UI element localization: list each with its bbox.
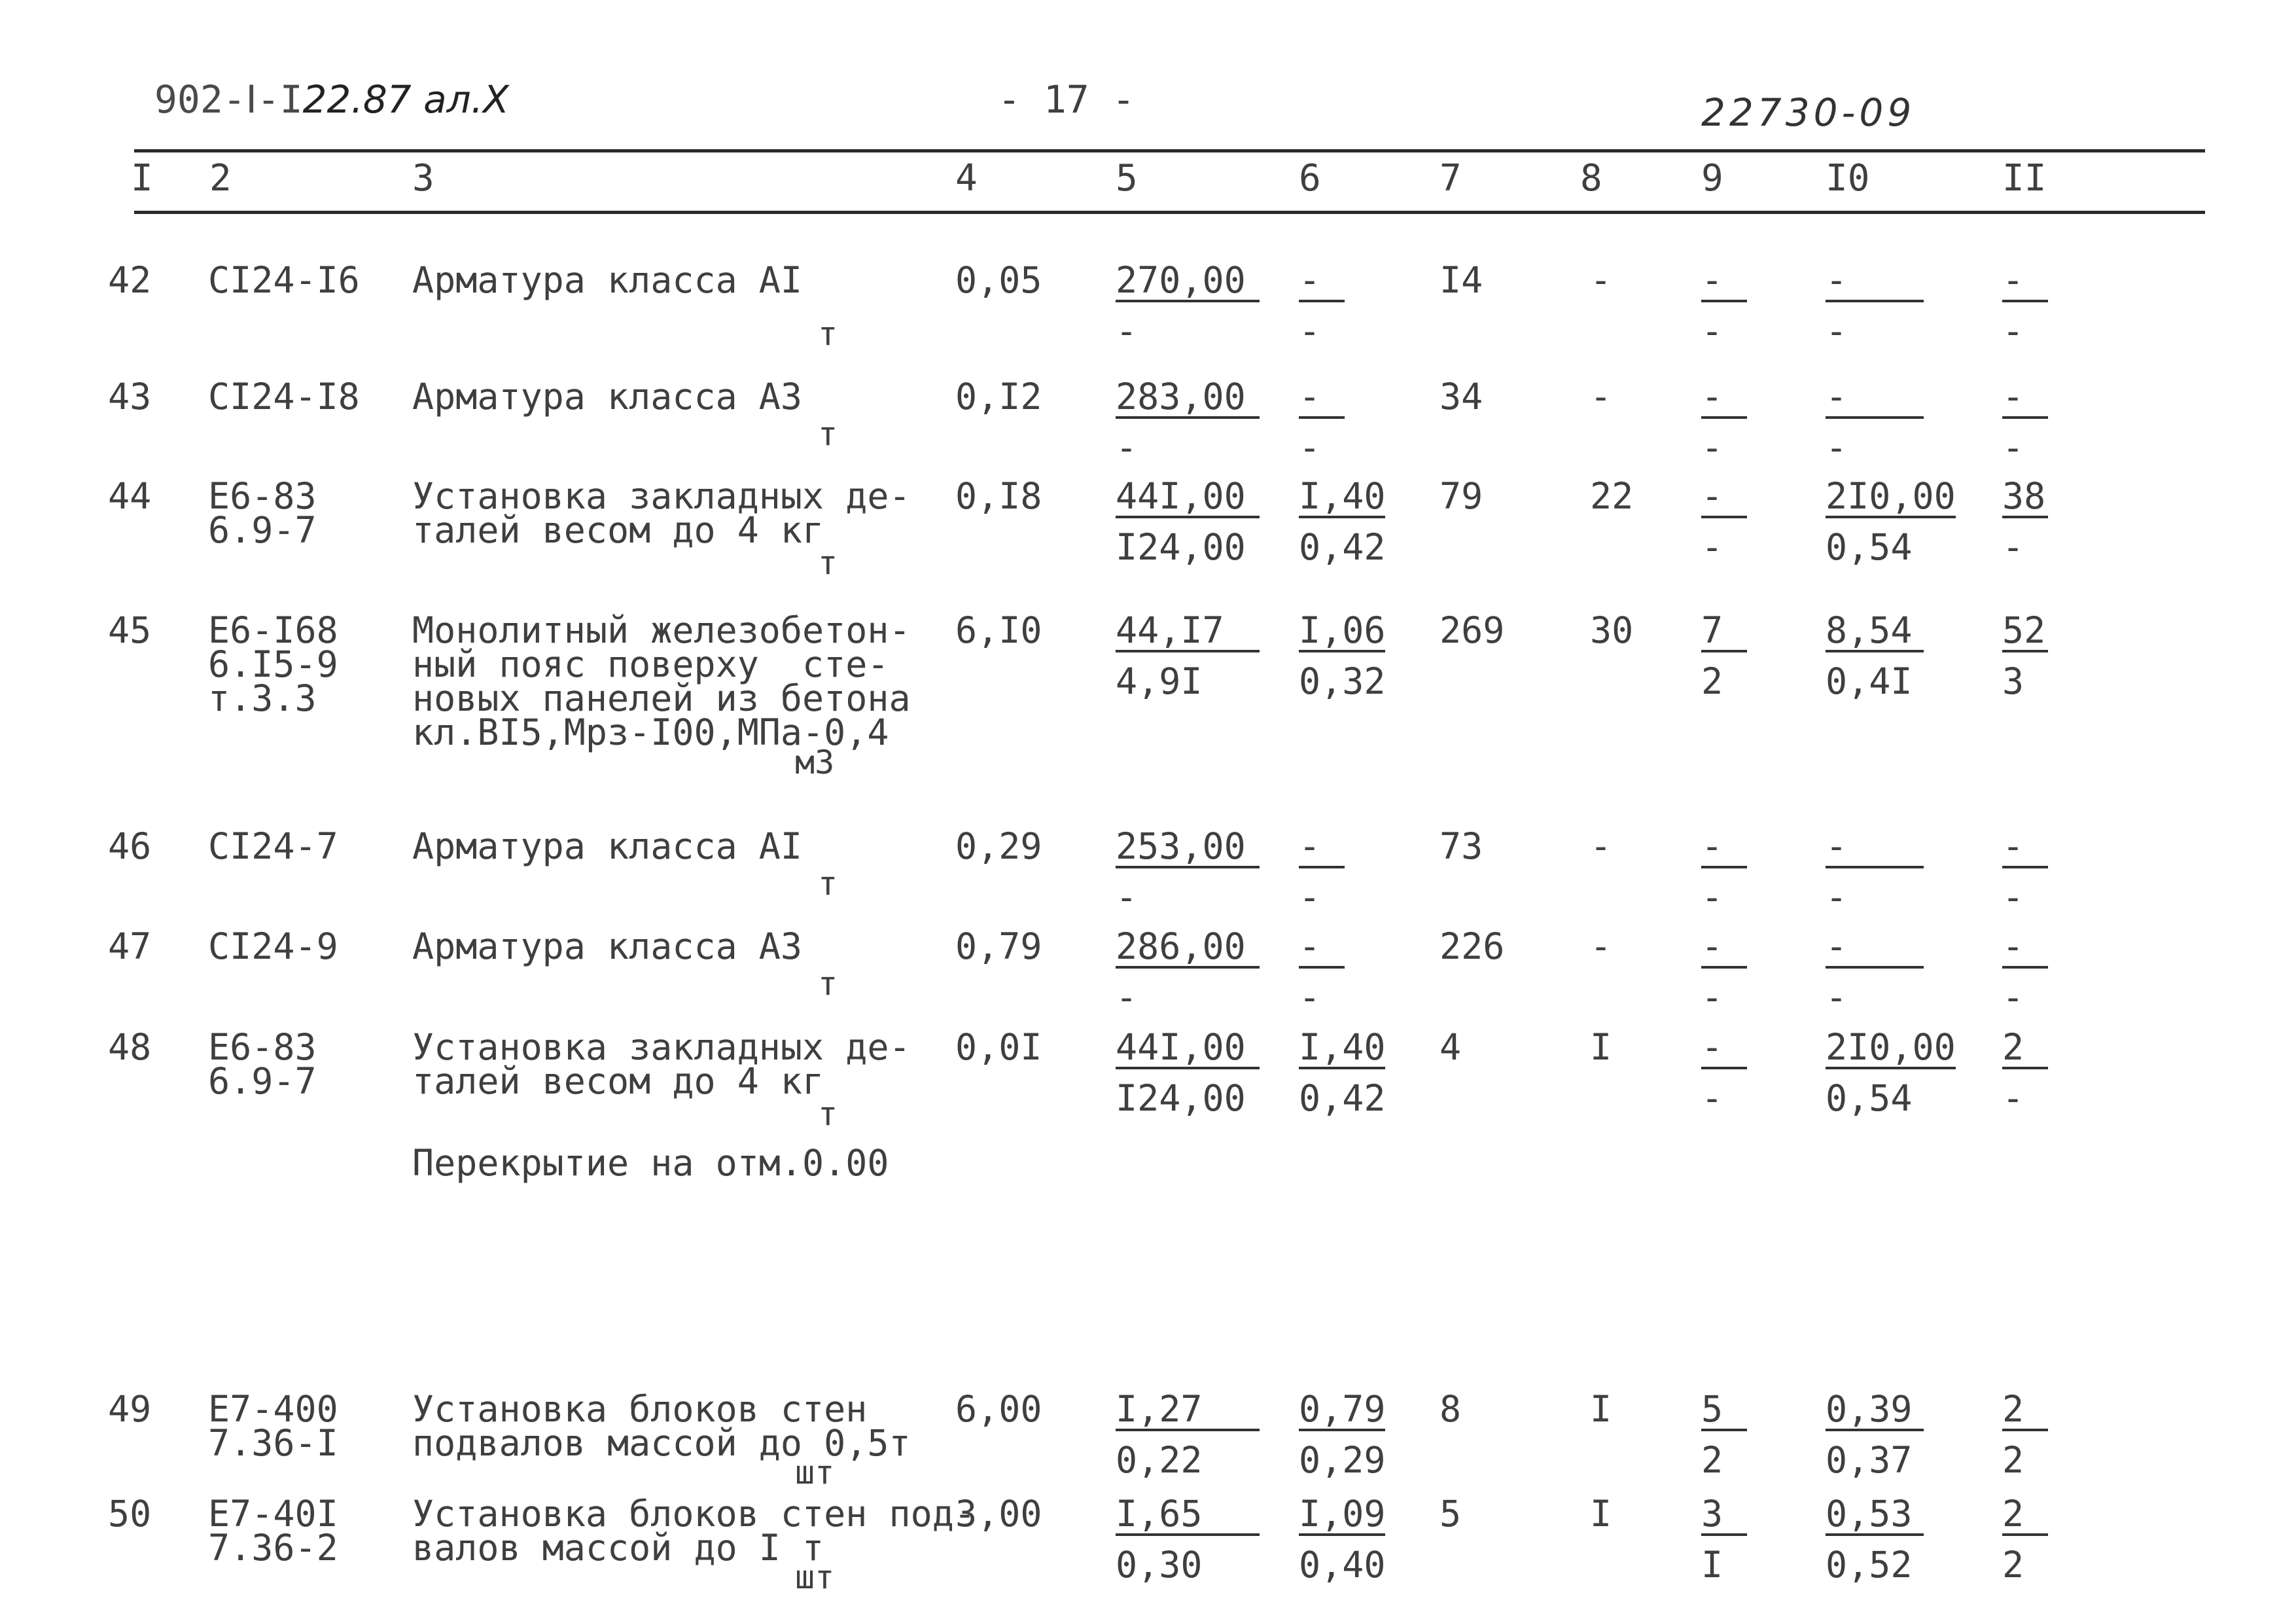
code-line: 6.9-7: [208, 509, 317, 551]
labor-per-unit: [1826, 259, 1924, 352]
column-9-value: [1701, 925, 1747, 1018]
code-line: т.3.3: [208, 677, 317, 719]
code-line: Е6-I68: [208, 609, 338, 651]
labor-per-unit: [1826, 475, 1956, 568]
labor-per-unit-numerator: -: [1826, 828, 1924, 868]
labor-per-unit: [1826, 609, 1924, 702]
column-9-value: [1701, 1388, 1747, 1481]
labor-per-unit-numerator: 0,53: [1826, 1495, 1924, 1536]
column-9-value-denominator: -: [1701, 526, 1723, 568]
column-9-value-denominator: -: [1701, 1077, 1723, 1119]
cost-per-unit-denominator: -: [1116, 310, 1138, 352]
unit-label: шт: [795, 1558, 835, 1596]
labor-total-denominator: -: [2002, 310, 2024, 352]
table-top-rule: [134, 149, 2205, 152]
cost-per-unit: [1116, 475, 1260, 568]
column-9-value: [1701, 475, 1747, 568]
column-header-11: II: [2002, 157, 2047, 200]
cost-per-unit-denominator: -: [1116, 976, 1138, 1018]
labor-per-unit-numerator: 0,39: [1826, 1391, 1924, 1431]
machine-cost-denominator: 0,42: [1299, 526, 1386, 568]
unit-label: т: [818, 965, 838, 1003]
cost-per-unit-numerator: 286,00: [1116, 928, 1260, 969]
labor-total-denominator: 2: [2002, 1439, 2024, 1481]
cost-per-unit-numerator: 44I,00: [1116, 1029, 1260, 1069]
column-header-2: 2: [209, 157, 232, 200]
column-header-1: I: [131, 157, 153, 200]
labor-total: [2002, 475, 2048, 568]
cost-per-unit: [1116, 925, 1260, 1018]
labor-total-numerator: -: [2002, 928, 2048, 969]
machine-cost-numerator: I,40: [1299, 475, 1386, 517]
description-line: талей весом до 4 кг: [412, 1060, 824, 1102]
labor-per-unit-denominator: 0,52: [1826, 1544, 1913, 1586]
labor-total: [2002, 825, 2048, 918]
row-number: 45: [108, 609, 152, 651]
machine-cost-numerator: -: [1299, 828, 1345, 868]
machine-cost: [1299, 1493, 1386, 1586]
description-line: Арматура класса А3: [412, 925, 803, 967]
column-9-value-numerator: -: [1701, 1029, 1747, 1069]
row-number: 50: [108, 1493, 152, 1535]
description-line: ный пояс поверху сте-: [412, 643, 889, 685]
labor-per-unit: [1826, 825, 1924, 918]
quantity: 3,00: [955, 1493, 1042, 1535]
unit-label: т: [818, 1095, 838, 1133]
machine-cost-denominator: -: [1299, 427, 1321, 469]
column-9-value-numerator: -: [1701, 828, 1747, 868]
quantity: 0,29: [955, 825, 1042, 867]
labor-per-unit-denominator: -: [1826, 976, 1848, 1018]
cost-per-unit-denominator: 4,9I: [1116, 660, 1203, 702]
cost-per-unit-numerator: 44I,00: [1116, 478, 1260, 518]
unit-label: т: [818, 865, 838, 902]
code-line: Е6-83: [208, 475, 317, 517]
labor-per-unit: [1826, 376, 1924, 469]
cost-per-unit-denominator: -: [1116, 427, 1138, 469]
column-header-4: 4: [955, 157, 978, 200]
machine-cost-denominator: 0,40: [1299, 1544, 1386, 1586]
machine-cost: [1299, 609, 1386, 702]
labor-total: [2002, 1388, 2048, 1481]
column-9-value-numerator: 7: [1701, 612, 1747, 652]
labor-per-unit: [1826, 1493, 1924, 1586]
machine-cost: [1299, 475, 1386, 568]
column-9-value-numerator: -: [1701, 378, 1747, 419]
table-header-rule: [134, 211, 2205, 214]
column-9-value-denominator: 2: [1701, 660, 1723, 702]
total-cost: 269: [1439, 609, 1505, 651]
labor-total-numerator: -: [2002, 262, 2048, 302]
total-wage: I: [1590, 1388, 1612, 1430]
column-9-value-denominator: -: [1701, 876, 1723, 918]
unit-label: т: [818, 415, 838, 453]
quantity: 0,79: [955, 925, 1042, 967]
column-9-value: [1701, 825, 1747, 918]
total-wage: I: [1590, 1493, 1612, 1535]
code-line: Е7-40I: [208, 1493, 338, 1535]
cost-per-unit: [1116, 825, 1260, 918]
description-line: Установка блоков стен под-: [412, 1493, 976, 1535]
labor-per-unit: [1826, 1026, 1956, 1119]
cost-per-unit: [1116, 376, 1260, 469]
code-line: 7.36-I: [208, 1422, 338, 1464]
cost-per-unit: [1116, 1026, 1260, 1119]
description-line: подвалов массой до 0,5т: [412, 1422, 911, 1464]
code-line: CI24-I8: [208, 376, 360, 418]
labor-total: [2002, 1026, 2048, 1119]
cost-per-unit-denominator: 0,30: [1116, 1544, 1203, 1586]
column-9-value-numerator: -: [1701, 478, 1747, 518]
column-header-3: 3: [412, 157, 434, 200]
labor-total-numerator: 2: [2002, 1495, 2048, 1536]
code-line: 6.I5-9: [208, 643, 338, 685]
labor-total: [2002, 609, 2048, 702]
machine-cost: [1299, 259, 1345, 352]
column-9-value: [1701, 1493, 1747, 1586]
row-number: 48: [108, 1026, 152, 1068]
total-wage: 22: [1590, 475, 1634, 517]
labor-per-unit-denominator: -: [1826, 876, 1848, 918]
machine-cost-denominator: -: [1299, 876, 1321, 918]
total-cost: 79: [1439, 475, 1483, 517]
row-number: 44: [108, 475, 152, 517]
cost-per-unit-numerator: I,27: [1116, 1391, 1260, 1431]
row-number: 43: [108, 376, 152, 418]
description-line: Установка закладных де-: [412, 475, 911, 517]
cost-per-unit: [1116, 1388, 1260, 1481]
machine-cost-denominator: 0,29: [1299, 1439, 1386, 1481]
labor-per-unit-numerator: 8,54: [1826, 612, 1924, 652]
row-number: 47: [108, 925, 152, 967]
machine-cost-numerator: -: [1299, 928, 1345, 969]
column-9-value-numerator: -: [1701, 928, 1747, 969]
machine-cost-denominator: -: [1299, 976, 1321, 1018]
total-cost: 8: [1439, 1388, 1462, 1430]
machine-cost-numerator: I,09: [1299, 1493, 1386, 1535]
total-wage: I: [1590, 1026, 1612, 1068]
total-wage: -: [1590, 825, 1612, 867]
column-header-10: I0: [1826, 157, 1870, 200]
machine-cost: [1299, 1026, 1386, 1119]
unit-label: т: [818, 544, 838, 582]
cost-per-unit: [1116, 1493, 1260, 1586]
cost-per-unit-denominator: -: [1116, 876, 1138, 918]
machine-cost: [1299, 925, 1345, 1018]
labor-per-unit: [1826, 925, 1924, 1018]
column-9-value-denominator: -: [1701, 310, 1723, 352]
description-line: Арматура класса АI: [412, 259, 803, 301]
row-number: 49: [108, 1388, 152, 1430]
cost-per-unit-numerator: 270,00: [1116, 262, 1260, 302]
labor-total-numerator: 2: [2002, 1029, 2048, 1069]
labor-per-unit-numerator: -: [1826, 262, 1924, 302]
total-cost: 226: [1439, 925, 1505, 967]
column-9-value-numerator: 5: [1701, 1391, 1747, 1431]
column-9-value-denominator: 2: [1701, 1439, 1723, 1481]
section-title: Перекрытие на отм.0.00: [412, 1142, 889, 1184]
labor-per-unit-denominator: 0,54: [1826, 526, 1913, 568]
total-cost: 4: [1439, 1026, 1462, 1068]
cost-per-unit-numerator: 44,I7: [1116, 612, 1260, 652]
machine-cost-denominator: 0,32: [1299, 660, 1386, 702]
description-line: кл.ВI5,Мрз-I00,МПа-0,4: [412, 711, 889, 753]
description-line: новых панелей из бетона: [412, 677, 911, 719]
machine-cost: [1299, 376, 1345, 469]
unit-label: м3: [795, 743, 835, 781]
code-line: CI24-I6: [208, 259, 360, 301]
description-line: Установка блоков стен: [412, 1388, 868, 1430]
code-line: 6.9-7: [208, 1060, 317, 1102]
total-cost: I4: [1439, 259, 1483, 301]
labor-total-numerator: 38: [2002, 478, 2048, 518]
column-header-7: 7: [1439, 157, 1462, 200]
code-line: Е7-400: [208, 1388, 338, 1430]
labor-total-numerator: -: [2002, 378, 2048, 419]
column-9-value: [1701, 376, 1747, 469]
machine-cost-numerator: I,40: [1299, 1026, 1386, 1068]
quantity: 0,I8: [955, 475, 1042, 517]
code-line: 7.36-2: [208, 1527, 338, 1569]
labor-total-denominator: -: [2002, 526, 2024, 568]
description-line: Арматура класса А3: [412, 376, 803, 418]
column-9-value-numerator: -: [1701, 262, 1747, 302]
labor-total: [2002, 259, 2048, 352]
quantity: 0,I2: [955, 376, 1042, 418]
labor-total: [2002, 1493, 2048, 1586]
cost-per-unit-denominator: I24,00: [1116, 1077, 1246, 1119]
row-number: 42: [108, 259, 152, 301]
document-number: 22730-09: [1701, 90, 1916, 135]
column-header-5: 5: [1116, 157, 1138, 200]
labor-total-denominator: -: [2002, 427, 2024, 469]
code-line: CI24-7: [208, 825, 338, 867]
total-wage: -: [1590, 259, 1612, 301]
machine-cost-denominator: 0,42: [1299, 1077, 1386, 1119]
quantity: 6,I0: [955, 609, 1042, 651]
labor-per-unit-denominator: 0,54: [1826, 1077, 1913, 1119]
machine-cost: [1299, 1388, 1386, 1481]
cost-per-unit: [1116, 609, 1260, 702]
cost-per-unit: [1116, 259, 1260, 352]
column-9-value-denominator: -: [1701, 976, 1723, 1018]
total-wage: 30: [1590, 609, 1634, 651]
machine-cost-numerator: 0,79: [1299, 1388, 1386, 1430]
machine-cost: [1299, 825, 1345, 918]
machine-cost-numerator: -: [1299, 378, 1345, 419]
document-code-handwritten: 22.87 ал.Х: [302, 77, 509, 122]
column-9-value-denominator: I: [1701, 1544, 1723, 1586]
labor-per-unit-denominator: -: [1826, 427, 1848, 469]
column-9-value: [1701, 259, 1747, 352]
cost-per-unit-numerator: 253,00: [1116, 828, 1260, 868]
column-header-9: 9: [1701, 157, 1723, 200]
labor-per-unit-denominator: 0,4I: [1826, 660, 1913, 702]
machine-cost-denominator: -: [1299, 310, 1321, 352]
total-cost: 5: [1439, 1493, 1462, 1535]
quantity: 0,05: [955, 259, 1042, 301]
cost-per-unit-denominator: I24,00: [1116, 526, 1246, 568]
column-9-value: [1701, 1026, 1747, 1119]
labor-total-numerator: -: [2002, 828, 2048, 868]
cost-per-unit-numerator: 283,00: [1116, 378, 1260, 419]
total-wage: -: [1590, 925, 1612, 967]
labor-total-numerator: 2: [2002, 1391, 2048, 1431]
labor-per-unit-denominator: 0,37: [1826, 1439, 1913, 1481]
labor-total: [2002, 925, 2048, 1018]
cost-per-unit-denominator: 0,22: [1116, 1439, 1203, 1481]
machine-cost-numerator: I,06: [1299, 609, 1386, 651]
labor-per-unit-numerator: 2I0,00: [1826, 475, 1956, 517]
labor-total-denominator: -: [2002, 1077, 2024, 1119]
labor-total-denominator: -: [2002, 876, 2024, 918]
document-code-printed: 902-Ⅰ-I: [154, 77, 303, 122]
labor-per-unit-numerator: 2I0,00: [1826, 1026, 1956, 1068]
unit-label: т: [818, 315, 838, 353]
document-code: [154, 77, 509, 122]
labor-per-unit: [1826, 1388, 1924, 1481]
column-header-8: 8: [1580, 157, 1602, 200]
column-header-6: 6: [1299, 157, 1321, 200]
machine-cost-numerator: -: [1299, 262, 1345, 302]
labor-total-denominator: 2: [2002, 1544, 2024, 1586]
quantity: 0,0I: [955, 1026, 1042, 1068]
description-line: Установка закладных де-: [412, 1026, 911, 1068]
unit-label: шт: [795, 1454, 835, 1491]
column-9-value: [1701, 609, 1747, 702]
description-line: Арматура класса АI: [412, 825, 803, 867]
description-line: Монолитный железобетон-: [412, 609, 911, 651]
column-9-value-numerator: 3: [1701, 1495, 1747, 1536]
labor-per-unit-numerator: -: [1826, 928, 1924, 969]
description-line: талей весом до 4 кг: [412, 509, 824, 551]
column-9-value-denominator: -: [1701, 427, 1723, 469]
row-number: 46: [108, 825, 152, 867]
total-wage: -: [1590, 376, 1612, 418]
labor-per-unit-numerator: -: [1826, 378, 1924, 419]
labor-total-denominator: -: [2002, 976, 2024, 1018]
labor-total: [2002, 376, 2048, 469]
cost-per-unit-numerator: I,65: [1116, 1495, 1260, 1536]
labor-total-numerator: 52: [2002, 612, 2048, 652]
labor-total-denominator: 3: [2002, 660, 2024, 702]
total-cost: 73: [1439, 825, 1483, 867]
labor-per-unit-denominator: -: [1826, 310, 1848, 352]
code-line: Е6-83: [208, 1026, 317, 1068]
total-cost: 34: [1439, 376, 1483, 418]
quantity: 6,00: [955, 1388, 1042, 1430]
page-number: - 17 -: [998, 77, 1135, 122]
description-line: валов массой до I т: [412, 1527, 824, 1569]
code-line: CI24-9: [208, 925, 338, 967]
